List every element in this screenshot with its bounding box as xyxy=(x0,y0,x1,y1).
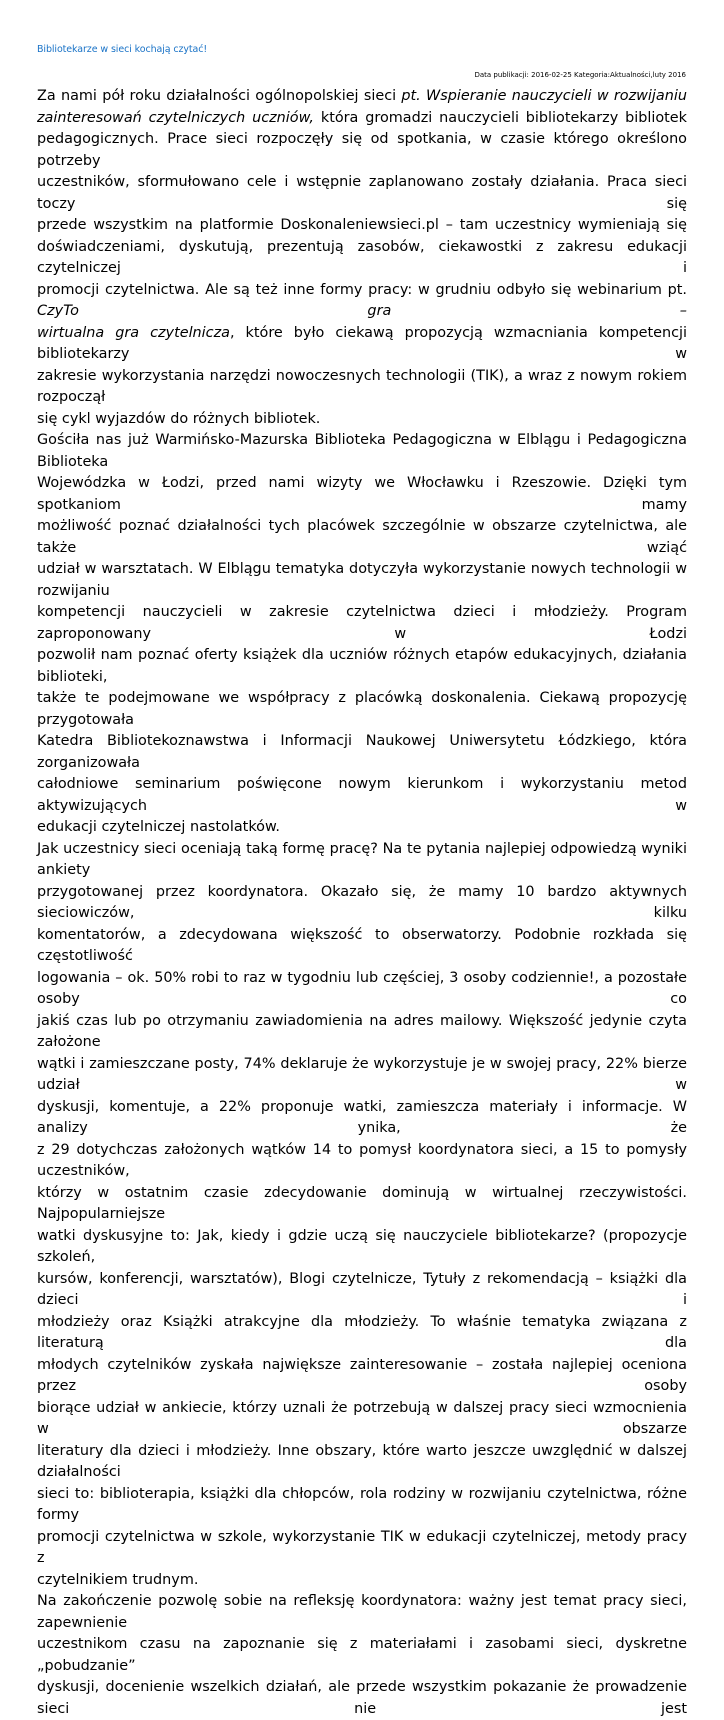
text-line xyxy=(37,172,687,215)
text-run: doświadczeniami, dyskutują, prezentują zasobów, ciekawostki z zakresu edukacji czytelniczej i xyxy=(37,238,687,276)
text-run: edukacji czytelniczej nastolatków. xyxy=(37,819,280,835)
text-run: przede wszystkim na platformie Doskonaleniewsieci.pl – tam uczestnicy wymieniają się xyxy=(37,217,687,233)
text-run: Katedra Bibliotekoznawstwa i Informacji Naukowej Uniwersytetu Łódzkiego, która zorganizowała xyxy=(37,733,687,771)
text-line xyxy=(37,1355,687,1398)
text-line xyxy=(37,882,687,925)
text-run: całodniowe seminarium poświęcone nowym kierunkom i wykorzystaniu metod aktywizujących w xyxy=(37,776,687,814)
italic-text: CzyTo gra – xyxy=(37,303,687,319)
text-line xyxy=(37,473,687,516)
text-run: pozwolił nam poznać oferty książek dla uczniów różnych etapów edukacyjnych, działania biblioteki, xyxy=(37,647,687,685)
article-body xyxy=(37,86,687,1720)
text-run: watki dyskusyjne to: Jak, kiedy i gdzie uczą się nauczyciele bibliotekarze? (propozycje szkoleń, xyxy=(37,1227,687,1265)
text-line xyxy=(37,839,687,882)
text-line xyxy=(37,516,687,559)
text-line xyxy=(37,1097,687,1140)
text-run: z 29 dotychczas założonych wątków 14 to pomysł koordynatora sieci, a 15 to pomysły uczestników, xyxy=(37,1141,687,1179)
text-line xyxy=(37,1484,687,1527)
text-run: biorące udział w ankiecie, którzy uznali że potrzebują w dalszej pracy sieci wzmocnienia w obszarze xyxy=(37,1399,687,1437)
text-line xyxy=(37,108,687,130)
italic-text: zainteresowań czytelniczych uczniów, xyxy=(37,109,315,126)
text-line xyxy=(37,645,687,688)
text-run: sieci to: biblioterapia, książki dla chłopców, rola rodziny w rozwijaniu czytelnictwa, różne formy xyxy=(37,1485,687,1523)
text-line xyxy=(37,1054,687,1097)
text-line xyxy=(37,237,687,280)
text-line xyxy=(37,1398,687,1441)
paragraph xyxy=(37,86,687,430)
text-line xyxy=(37,323,687,366)
text-run: dyskusji, komentuje, a 22% proponuje watki, zamieszcza materiały i informacje. W analizy ynika, że xyxy=(37,1098,687,1136)
text-run: pedagogicznych. Prace sieci rozpoczęły się od spotkania, w czasie którego określono potrzeby xyxy=(37,131,687,169)
text-run: Wojewódzka w Łodzi, przed nami wizyty we Włocławku i Rzeszowie. Dzięki tym spotkaniom mamy xyxy=(37,475,687,513)
text-run: udział w warsztatach. W Elblągu tematyka dotyczyła wykorzystanie nowych technologii w rozwijaniu xyxy=(37,561,687,599)
text-line xyxy=(37,1677,687,1720)
text-run: młodych czytelników zyskała największe zainteresowanie – została najlepiej oceniona przez osoby xyxy=(37,1356,687,1394)
text-run: Jak uczestnicy sieci oceniają taką formę pracę? Na te pytania najlepiej odpowiedzą wyniki ankiety xyxy=(37,840,687,878)
text-run: czytelnikiem trudnym. xyxy=(37,1571,199,1588)
text-line xyxy=(37,1140,687,1183)
text-line xyxy=(37,1634,687,1677)
text-run: jakiś czas lub po otrzymaniu zawiadomienia na adres mailowy. Większość jedynie czyta założone xyxy=(37,1012,687,1050)
text-line xyxy=(37,86,687,108)
text-line xyxy=(37,602,687,645)
text-run: się cykl wyjazdów do różnych bibliotek. xyxy=(37,410,321,427)
text-run: komentatorów, a zdecydowana większość to obserwatorzy. Podobnie rozkłada się częstotliwość xyxy=(37,926,687,964)
article-title[interactable]: Bibliotekarze w sieci kochają czytać! xyxy=(37,44,208,55)
paragraph xyxy=(37,839,687,1592)
text-run: kompetencji nauczycieli w zakresie czytelnictwa dzieci i młodzieży. Program zaproponowany w Łodzi xyxy=(37,604,687,642)
text-line xyxy=(37,559,687,602)
text-line xyxy=(37,280,687,323)
text-run: którzy w ostatnim czasie zdecydowanie dominują w wirtualnej rzeczywistości. Najpopularniejsze xyxy=(37,1184,687,1222)
text-run: wątki i zamieszczane posty, 74% deklaruje że wykorzystuje je w swojej pracy, 22% bierze udział w xyxy=(37,1055,687,1093)
text-run: Gościła nas już Warmińsko-Mazurska Biblioteka Pedagogiczna w Elblągu i Pedagogiczna Biblioteka xyxy=(37,432,687,470)
text-run: logowania – ok. 50% robi to raz w tygodniu lub częściej, 3 osoby codziennie!, a pozostałe osoby co xyxy=(37,969,687,1007)
text-run: młodzieży oraz Książki atrakcyjne dla młodzieży. To właśnie tematyka związana z literaturą dla xyxy=(37,1313,687,1351)
text-line xyxy=(37,430,687,473)
text-line xyxy=(37,1312,687,1355)
text-run: kursów, konferencji, warsztatów), Blogi czytelnicze, Tytuły z rekomendacją – książki dla dzieci i xyxy=(37,1270,687,1308)
text-line xyxy=(37,1527,687,1570)
text-line xyxy=(37,688,687,731)
text-run: Za nami pół roku działalności ogólnopolskiej sieci xyxy=(37,88,402,104)
text-run: uczestników, sformułowano cele i wstępnie zaplanowano zostały działania. Praca sieci toczy się xyxy=(37,174,687,212)
text-line xyxy=(37,1011,687,1054)
text-line xyxy=(37,1570,687,1592)
text-line xyxy=(37,129,687,172)
text-run: promocji czytelnictwa. Ale są też inne formy pracy: w grudniu odbyło się webinarium pt. xyxy=(37,281,687,298)
text-line xyxy=(37,925,687,968)
text-line xyxy=(37,1269,687,1312)
text-line xyxy=(37,817,687,839)
italic-text: pt. Wspieranie nauczycieli w rozwijaniu xyxy=(401,88,687,104)
text-line xyxy=(37,1183,687,1226)
text-line xyxy=(37,215,687,237)
text-line xyxy=(37,409,687,431)
text-line xyxy=(37,1441,687,1484)
text-run: która gromadzi nauczycieli bibliotekarzy bibliotek xyxy=(314,109,687,126)
text-line xyxy=(37,1226,687,1269)
text-run: możliwość poznać działalności tych placówek szczególnie w obszarze czytelnictwa, ale także wziąć xyxy=(37,518,687,556)
text-line xyxy=(37,366,687,409)
text-run: promocji czytelnictwa w szkole, wykorzystanie TIK w edukacji czytelniczej, metody pracy z xyxy=(37,1528,687,1566)
text-run: , które było ciekawą propozycją wzmacniania kompetencji bibliotekarzy w xyxy=(37,324,687,362)
paragraph xyxy=(37,1591,687,1720)
text-run: przygotowanej przez koordynatora. Okazało się, że mamy 10 bardzo aktywnych sieciowiczów, kilku xyxy=(37,883,687,921)
text-line xyxy=(37,774,687,817)
paragraph xyxy=(37,430,687,839)
italic-text: wirtualna gra czytelnicza xyxy=(37,324,230,341)
publication-meta: Data publikacji: 2016-02-25 Kategoria:Aktualności,luty 2016 xyxy=(474,71,686,79)
text-run: także te podejmowane we współpracy z placówką doskonalenia. Ciekawą propozycję przygotowała xyxy=(37,690,687,728)
text-line xyxy=(37,731,687,774)
text-run: zakresie wykorzystania narzędzi nowoczesnych technologii (TIK), a wraz z nowym rokiem rozpoczął xyxy=(37,367,687,405)
text-line xyxy=(37,1591,687,1634)
text-run: dyskusji, docenienie wszelkich działań, ale przede wszystkim pokazanie że prowadzenie sieci nie jest xyxy=(37,1679,687,1717)
text-run: uczestnikom czasu na zapoznanie się z materiałami i zasobami sieci, dyskretne „pobudzanie” xyxy=(37,1636,687,1674)
text-run: Na zakończenie pozwolę sobie na refleksję koordynatora: ważny jest temat pracy sieci, zapewnienie xyxy=(37,1593,687,1631)
text-run: literatury dla dzieci i młodzieży. Inne obszary, które warto jeszcze uwzględnić w dalszej działalności xyxy=(37,1442,687,1480)
text-line xyxy=(37,968,687,1011)
